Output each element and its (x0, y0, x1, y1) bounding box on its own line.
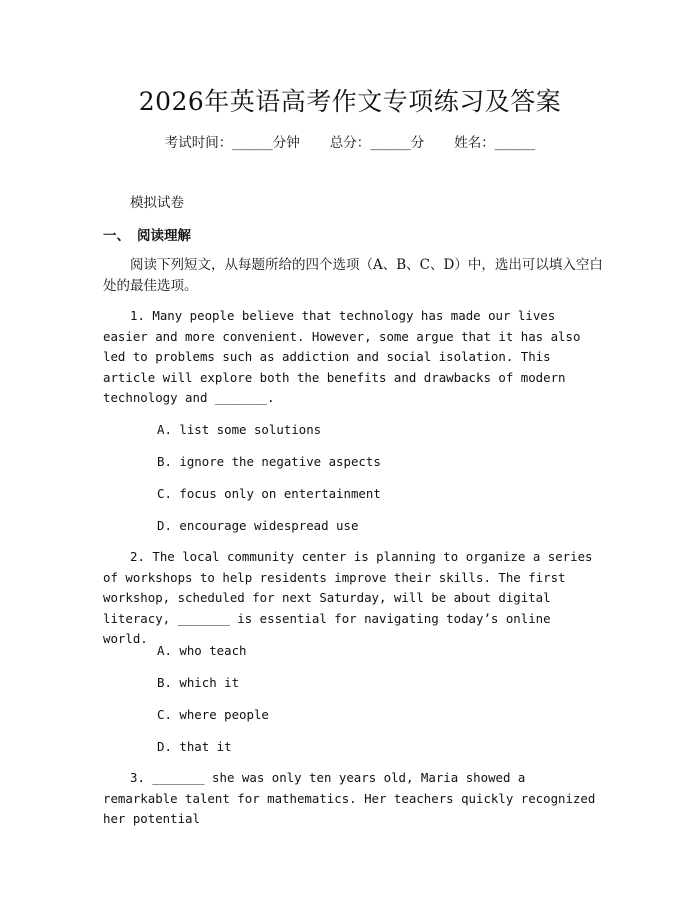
question-1-option-a: A. list some solutions (157, 422, 322, 437)
section-number: 一、 (103, 228, 130, 244)
exam-time-field: 考试时间：______分钟 (164, 135, 300, 151)
exam-info-line (0, 131, 700, 151)
question-1-option-b: B. ignore the negative aspects (157, 454, 381, 469)
student-name-field: 姓名：______ (454, 135, 536, 151)
section-heading (103, 224, 191, 244)
paper-label: 模拟试卷 (130, 195, 184, 211)
question-3-text: 3. _______ she was only ten years old, Maria showed a remarkable talent for mathematics. Her teachers quickly recognized her potential (103, 770, 596, 826)
question-2-option-d: D. that it (157, 739, 232, 754)
question-2-option-a: A. who teach (157, 643, 247, 658)
question-1-option-d: D. encourage widespread use (157, 518, 359, 533)
section-name: 阅读理解 (137, 228, 191, 244)
instructions-paragraph: 阅读下列短文，从每题所给的四个选项（A、B、C、D）中，选出可以填入空白处的最佳选项。 (103, 257, 603, 294)
question-2-option-b: B. which it (157, 675, 240, 690)
question-1-text: 1. Many people believe that technology has made our lives easier and more convenient. However, some argue that it has also led to problems such as addiction and social isolation. This article will explore both the benefits and drawbacks of modern technology and _______. (103, 308, 581, 405)
question-2-option-c: C. where people (157, 707, 269, 722)
page-title: 2026年英语高考作文专项练习及答案 (138, 87, 562, 116)
question-2-text: 2. The local community center is planning to organize a series of workshops to help residents improve their skills. The first workshop, scheduled for next Saturday, will be about digital literacy, _______ is essential for navigating today’s online world. (103, 549, 593, 646)
total-score-field: 总分：______分 (329, 135, 425, 151)
question-1-option-c: C. focus only on entertainment (157, 486, 381, 501)
